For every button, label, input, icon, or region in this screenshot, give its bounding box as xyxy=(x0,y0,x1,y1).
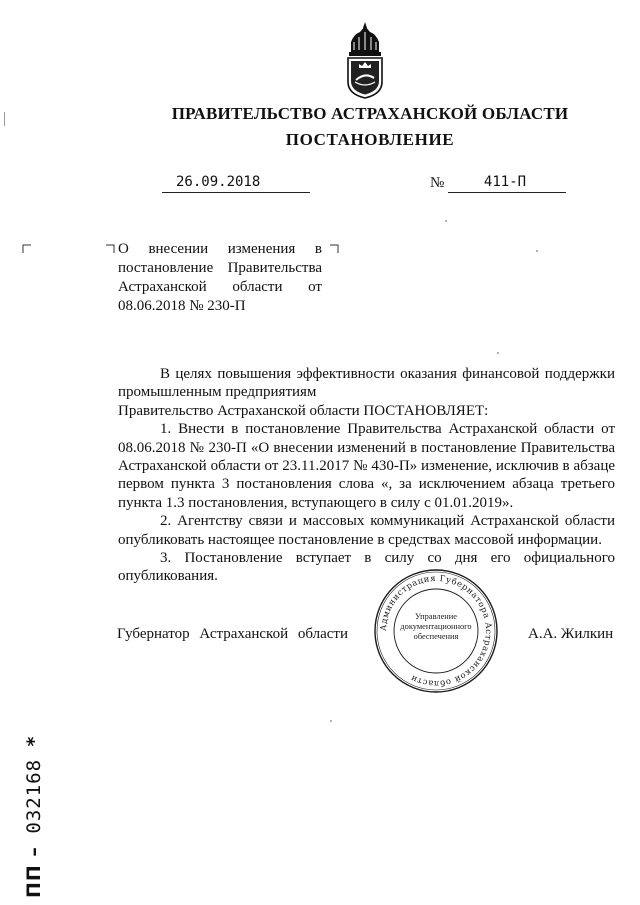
government-title: ПРАВИТЕЛЬСТВО АСТРАХАНСКОЙ ОБЛАСТИ xyxy=(171,104,569,123)
form-serial-code xyxy=(14,708,54,898)
corner-bracket-top-left-icon xyxy=(329,244,339,254)
stamp-ring-text: Администрация Губернатора Астраханской области xyxy=(377,572,495,690)
stamp-center-text: Управление документационного обеспечения xyxy=(400,612,472,641)
signatory-name: А.А. Жилкин xyxy=(528,626,614,642)
official-stamp xyxy=(373,568,499,694)
document-subject: О внесении изменения в постановление Правительства Астраханской области от 08.06.2018 № 230-П xyxy=(118,241,322,314)
resolution-line: Правительство Астраханской области ПОСТАНОВЛЯЕТ: xyxy=(118,402,489,419)
number-underline xyxy=(448,192,566,193)
preamble: В целях повышения эффективности оказания финансовой поддержки промышленным предприятиям xyxy=(118,366,615,401)
clause-1: 1. Внести в постановление Правительства Астраханской области от 08.06.2018 № 230-П «О внесении изменений в постановление Правительства Астраханской области от 23.11.2017 № 430-П» изменение, исключив в абзаце первом пункта 3 постановления слова «, за исключением абзаца третьего пункта 1.3 постановления, вступающего в силу с 01.01.2019». xyxy=(118,421,615,511)
astrakhan-coat-of-arms-icon xyxy=(342,20,388,100)
asterisk-icon: * xyxy=(23,735,45,747)
document-body xyxy=(118,365,615,586)
form-number: 032168 xyxy=(23,758,45,834)
clause-2: 2. Агентству связи и массовых коммуникаций Астраханской области опубликовать настоящее постановление в средствах массовой информации. xyxy=(118,513,615,548)
document-number: 411-П xyxy=(483,174,527,190)
signatory-position: Губернатор Астраханской области xyxy=(117,626,349,642)
document-date: 26.09.2018 xyxy=(176,174,261,190)
corner-bracket-top-left-icon xyxy=(22,244,32,254)
scan-speck xyxy=(445,220,447,222)
scan-speck xyxy=(536,250,538,252)
scan-speck xyxy=(497,352,499,354)
date-underline xyxy=(162,192,310,193)
scan-speck xyxy=(330,720,332,722)
corner-bracket-top-right-icon xyxy=(105,244,115,254)
number-sign: № xyxy=(430,175,445,191)
clause-3: 3. Постановление вступает в силу со дня его официального опубликования. xyxy=(118,550,615,585)
document-type: ПОСТАНОВЛЕНИЕ xyxy=(285,130,455,149)
form-series: ПП – xyxy=(23,846,45,898)
